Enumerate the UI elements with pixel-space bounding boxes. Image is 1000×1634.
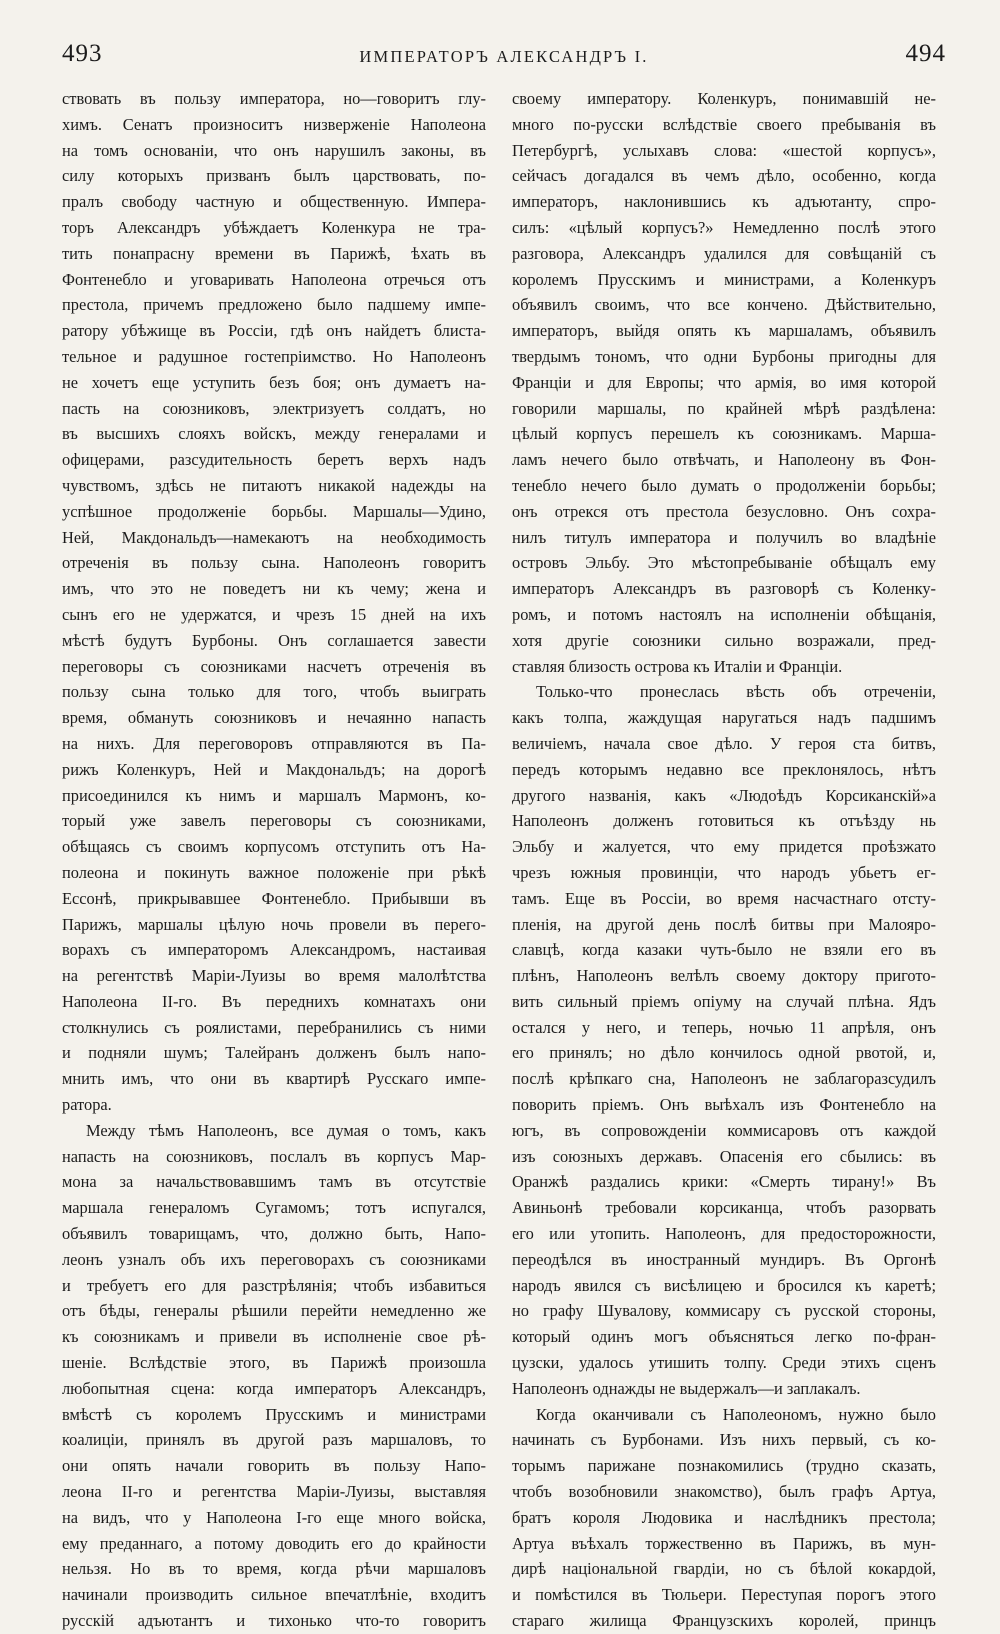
text-line: успѣшное продолженіе борьбы. Маршалы—Удино, bbox=[62, 501, 486, 521]
text-line: столкнулись съ роялистами, перебранились съ ними bbox=[62, 1017, 486, 1037]
text-line: Франціи и для Европы; что армія, во имя которой bbox=[512, 372, 936, 392]
text-line: стараго жилища Французскихъ королей, принцъ bbox=[512, 1611, 936, 1631]
text-line: и помѣстился въ Тюльери. Переступая порогъ этого bbox=[512, 1585, 936, 1605]
text-line: онъ отрекся отъ престола безусловно. Онъ сохра- bbox=[512, 501, 936, 521]
text-line: королемъ Прусскимъ и министрами, а Коленкуръ bbox=[512, 269, 936, 289]
text-line: говорили маршалы, по крайней мѣрѣ раздѣлена: bbox=[512, 398, 936, 418]
text-line: престола, причемъ предложено было падшему импе- bbox=[62, 295, 486, 315]
text-line: шеніе. Вслѣдствіе этого, въ Парижѣ произошла bbox=[62, 1353, 486, 1373]
text-line: Оранжѣ раздались крики: «Смерть тирану!» Въ bbox=[512, 1172, 936, 1192]
text-line: леона II-го и регентства Маріи-Луизы, выставляя bbox=[62, 1482, 486, 1502]
text-line: какъ толпа, жаждущая наругаться надъ падшимъ bbox=[512, 708, 936, 728]
text-line: Между тѣмъ Наполеонъ, все думая о томъ, какъ bbox=[86, 1120, 486, 1140]
running-title: ИМПЕРАТОРЪ АЛЕКСАНДРЪ I. bbox=[359, 47, 649, 66]
text-line: поворить пріемъ. Онъ выѣхалъ изъ Фонтенебло на bbox=[512, 1095, 936, 1115]
text-line: югъ, въ сопровожденіи коммисаровъ отъ каждой bbox=[512, 1120, 936, 1140]
text-line: разговора, Александръ удалился для совѣщаній съ bbox=[512, 243, 936, 263]
text-line: твердымъ тономъ, что одни Бурбоны пригодны для bbox=[512, 346, 936, 366]
text-line: Когда оканчивали съ Наполеономъ, нужно было bbox=[536, 1404, 936, 1424]
text-line: любопытная сцена: когда императоръ Александръ, bbox=[62, 1378, 486, 1398]
text-line: Петербургѣ, услыхавъ слова: «шестой корпусъ», bbox=[512, 140, 936, 160]
text-line: Авиньонѣ требовали корсиканца, чтобъ разорвать bbox=[512, 1198, 936, 1218]
text-line: императоръ Александръ въ разговорѣ съ Коленку- bbox=[512, 579, 936, 599]
text-line: торымъ парижане познакомились (трудно сказать, bbox=[512, 1456, 936, 1476]
text-line: сынъ его не удержатся, и чрезъ 15 дней на ихъ bbox=[62, 604, 486, 624]
text-line: дирѣ національной гвардіи, но съ бѣлой кокардой, bbox=[512, 1559, 936, 1579]
text-line: ворахъ съ императоромъ Александромъ, настаивая bbox=[62, 940, 486, 960]
text-line: своему императору. Коленкуръ, понимавшій не- bbox=[512, 89, 936, 108]
text-line: сейчасъ догадался въ чемъ дѣло, особенно, когда bbox=[512, 166, 936, 186]
text-line: чтобъ возобновили знакомство), былъ графъ Артуа, bbox=[512, 1482, 936, 1502]
text-line: Наполеонъ однажды не выдержалъ—и заплакалъ. bbox=[512, 1378, 861, 1398]
text-line: изъ союзныхъ державъ. Опасенія его сбылись: въ bbox=[512, 1146, 936, 1166]
text-line: полеона и покинуть важное положеніе при рѣкѣ bbox=[62, 862, 486, 882]
text-line: объявилъ своимъ, что все кончено. Дѣйствительно, bbox=[512, 295, 936, 315]
page-number-right: 494 bbox=[905, 40, 946, 67]
text-line: объявилъ товарищамъ, что, должно быть, Напо- bbox=[62, 1224, 486, 1244]
text-line: хотя другіе союзники сильно возражали, пред- bbox=[512, 630, 936, 650]
text-line: ратора. bbox=[62, 1095, 112, 1115]
text-line: пленія, на другой день послѣ битвы при Малояро- bbox=[512, 914, 936, 934]
text-line: Эльбу и жалуется, что ему придется проѣзжато bbox=[512, 837, 936, 857]
text-line: ствовать въ пользу императора, но—говоритъ глу- bbox=[62, 89, 486, 108]
text-line: имъ, что это не поведетъ ни къ чему; жена и bbox=[62, 579, 486, 599]
text-line: чрезъ южныя провинціи, что народъ убьетъ ег- bbox=[512, 862, 936, 882]
text-line: много по-русски вслѣдствіе своего пребыванія въ bbox=[512, 114, 936, 134]
text-line: офицерами, разсудительность беретъ верхъ надъ bbox=[62, 450, 486, 470]
text-line: русскій адъютантъ и тихонько что-то говоритъ bbox=[62, 1611, 486, 1631]
text-line: леонъ узналъ объ ихъ переговорахъ съ союзниками bbox=[62, 1249, 486, 1269]
text-line: тить понапрасну времени въ Парижѣ, ѣхать въ bbox=[62, 243, 486, 263]
text-line: мнить имъ, что они въ квартирѣ Русскаго импе- bbox=[62, 1069, 486, 1089]
text-line: другого названія, какъ «Людоѣдъ Корсиканскій»а bbox=[512, 785, 936, 805]
text-line: тельное и радушное гостепріимство. Но Наполеонъ bbox=[62, 346, 486, 366]
text-line: переодѣлся въ иностранный мундиръ. Въ Оргонѣ bbox=[512, 1249, 936, 1269]
text-line: напасть на союзниковъ, послалъ въ корпусъ Мар- bbox=[62, 1146, 486, 1166]
text-line: славцѣ, когда казаки чуть-было не взяли его въ bbox=[512, 940, 936, 960]
text-line: переговоры съ союзниками насчетъ отреченія въ bbox=[62, 656, 486, 676]
text-line: чувствомъ, здѣсь не питаютъ никакой надежды на bbox=[62, 475, 486, 495]
text-line: послѣ крѣпкаго сна, Наполеонъ не заблагоразсудилъ bbox=[512, 1069, 936, 1089]
text-line: къ союзникамъ и привели въ исполненіе свое рѣ- bbox=[62, 1327, 486, 1347]
text-column-right bbox=[512, 86, 936, 1634]
page-number-left: 493 bbox=[62, 40, 103, 67]
text-line: остался у него, и теперь, ночью 11 апрѣля, онъ bbox=[512, 1017, 936, 1037]
text-line: ему преданнаго, а потому доводить его до крайности bbox=[62, 1533, 486, 1553]
text-line: не хочетъ еще уступить безъ боя; онъ думаетъ на- bbox=[62, 372, 486, 392]
text-line: на томъ основаніи, что онъ нарушилъ законы, въ bbox=[62, 140, 486, 160]
text-line: который одинъ могъ объясняться легко по-фран- bbox=[512, 1327, 936, 1347]
text-line: островъ Эльбу. Это мѣстопребываніе обѣщалъ ему bbox=[512, 553, 936, 573]
text-line: вить сильный пріемъ опіуму на случай плѣна. Ядъ bbox=[512, 991, 936, 1011]
text-line: цѣлый корпусъ перешелъ къ союзникамъ. Марша- bbox=[512, 424, 936, 444]
text-line: и подняли шумъ; Талейранъ долженъ былъ напо- bbox=[62, 1043, 486, 1063]
text-line: плѣнъ, Наполеонъ велѣлъ своему доктору пригото- bbox=[512, 966, 936, 986]
text-line: Наполеона II-го. Въ переднихъ комнатахъ они bbox=[62, 991, 486, 1011]
text-line: рижъ Коленкуръ, Ней и Макдональдъ; на дорогѣ bbox=[62, 759, 486, 779]
text-line: въ высшихъ слояхъ войскъ, между генералами и bbox=[62, 424, 486, 444]
text-line: пралъ свободу частную и общественную. Импера- bbox=[62, 192, 486, 212]
text-line: тенебло нечего было думать о продолженіи борьбы; bbox=[512, 475, 936, 495]
text-line: начинали производить сильное впечатлѣніе, входитъ bbox=[62, 1585, 486, 1605]
text-line: пасть на союзниковъ, электризуетъ солдатъ, но bbox=[62, 398, 486, 418]
text-line: Наполеонъ долженъ готовиться къ отъѣзду нь bbox=[512, 811, 936, 831]
text-line: ромъ, и потомъ настоялъ на исполненіи обѣщанія, bbox=[512, 604, 936, 624]
text-line: братъ короля Людовика и наслѣдникъ престола; bbox=[512, 1507, 936, 1527]
text-line: мона за начальствовавшимъ тамъ въ отсутствіе bbox=[62, 1172, 486, 1192]
text-line: императоръ, наклонившись къ адъютанту, спро- bbox=[512, 192, 936, 212]
text-line: его принялъ; но дѣло кончилось одной рвотой, и, bbox=[512, 1043, 936, 1063]
text-line: тамъ. Еще въ Россіи, во время насчастнаго отсту- bbox=[512, 888, 936, 908]
text-column-left bbox=[62, 86, 486, 1634]
text-line: нельзя. Но въ то время, когда рѣчи маршаловъ bbox=[62, 1559, 486, 1579]
text-line: обѣщаясь съ своимъ корпусомъ отступить отъ На- bbox=[62, 837, 486, 857]
text-line: пользу сына только для того, чтобъ выиграть bbox=[62, 682, 486, 702]
text-line: химъ. Сенатъ произноситъ низверженіе Наполеона bbox=[62, 114, 486, 134]
text-line: Артуа въѣхалъ торжественно въ Парижъ, въ мун- bbox=[512, 1533, 936, 1553]
text-line: но графу Шувалову, коммисару съ русской стороны, bbox=[512, 1301, 936, 1321]
text-line: они опять начали говорить въ пользу Напо- bbox=[62, 1456, 486, 1476]
text-line: Ней, Макдональдъ—намекаютъ на необходимость bbox=[62, 527, 486, 547]
text-line: ставляя близость острова къ Италіи и Франціи. bbox=[512, 656, 843, 676]
text-line: отъ бѣды, генералы рѣшили перейти немедленно же bbox=[62, 1301, 486, 1321]
text-line: силу которыхъ призванъ былъ царствовать, по- bbox=[62, 166, 486, 186]
text-line: Ессонѣ, прикрывавшее Фонтенебло. Прибывши въ bbox=[62, 888, 486, 908]
text-line: на видъ, что у Наполеона I-го еще много войска, bbox=[62, 1507, 486, 1527]
text-line: коалиціи, принялъ въ другой разъ маршаловъ, то bbox=[62, 1430, 486, 1450]
text-line: отреченія въ пользу сына. Наполеонъ говоритъ bbox=[62, 553, 486, 573]
text-line: торый уже завелъ переговоры съ союзниками, bbox=[62, 811, 486, 831]
text-line: начинать съ Бурбонами. Изъ нихъ первый, съ ко- bbox=[512, 1430, 936, 1450]
text-line: императоръ, выйдя опять къ маршаламъ, объявилъ bbox=[512, 321, 936, 341]
text-line: Только-что пронеслась вѣсть объ отреченіи, bbox=[536, 682, 936, 702]
text-line: нилъ титулъ императора и получилъ во владѣніе bbox=[512, 527, 936, 547]
text-line: торъ Александръ убѣждаетъ Коленкура не тра- bbox=[62, 217, 486, 237]
text-line: его или утопить. Наполеонъ, для предосторожности, bbox=[512, 1224, 936, 1244]
text-line: передъ которымъ недавно все преклонялось, нѣтъ bbox=[512, 759, 936, 779]
text-line: ратору убѣжище въ Россіи, гдѣ онъ найдетъ блиста- bbox=[62, 321, 486, 341]
text-line: мѣстѣ будутъ Бурбоны. Онъ соглашается завести bbox=[62, 630, 486, 650]
text-line: и требуетъ его для разстрѣлянія; чтобъ избавиться bbox=[62, 1275, 486, 1295]
text-line: присоединился къ нимъ и маршалъ Мармонъ, ко- bbox=[62, 785, 486, 805]
running-header bbox=[62, 40, 946, 76]
text-line: вмѣстѣ съ королемъ Прусскимъ и министрами bbox=[62, 1404, 486, 1424]
text-line: Фонтенебло и уговаривать Наполеона отречься отъ bbox=[62, 269, 486, 289]
text-line: народъ явился съ висѣлицею и бросился къ каретѣ; bbox=[512, 1275, 936, 1295]
text-line: Парижъ, маршалы цѣлую ночь провели въ перего- bbox=[62, 914, 486, 934]
text-line: время, обмануть союзниковъ и нечаянно напасть bbox=[62, 708, 486, 728]
text-line: на регентствѣ Маріи-Луизы во время малолѣтства bbox=[62, 966, 486, 986]
text-line: силъ: «цѣлый корпусъ?» Немедленно послѣ этого bbox=[512, 217, 936, 237]
text-line: величіемъ, начала свое дѣло. У героя ста битвъ, bbox=[512, 733, 936, 753]
text-line: цузски, удалось утишить толпу. Среди этихъ сценъ bbox=[512, 1353, 936, 1373]
text-line: маршала генераломъ Сугамомъ; тотъ испугался, bbox=[62, 1198, 486, 1218]
text-line: на нихъ. Для переговоровъ отправляются въ Па- bbox=[62, 733, 486, 753]
text-line: ламъ нечего было отвѣчать, и Наполеону въ Фон- bbox=[512, 450, 936, 470]
